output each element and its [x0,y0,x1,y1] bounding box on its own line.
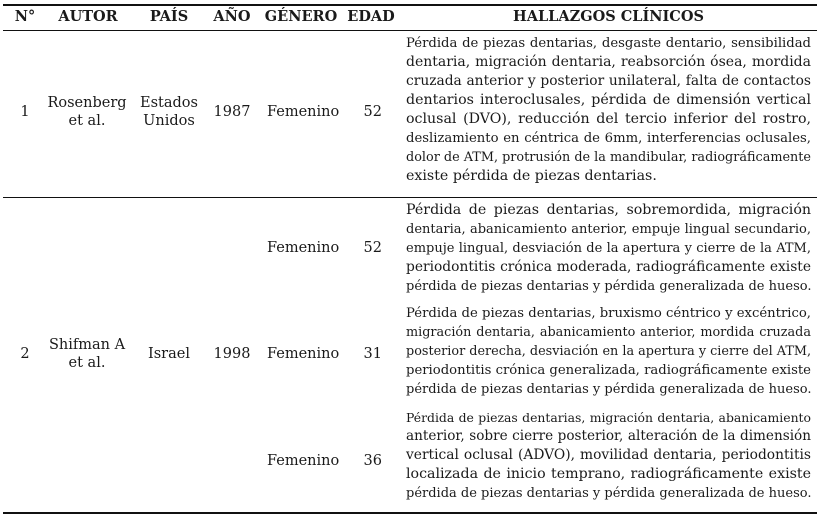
hallazgos-line: anterior, sobre cierre posterior, alteración de la dimensión [406,428,811,444]
cell-hallazgos [406,304,811,399]
hallazgos-line: Pérdida de piezas dentarias, bruxismo céntrico y excéntrico, [406,306,811,321]
hallazgos-line: migración dentaria, abanicamiento anterior, mordida cruzada [406,325,811,340]
hallazgos-line: vertical oclusal (ADVO), movilidad dentaria, periodontitis [406,447,811,463]
cell-genero: Femenino [267,453,340,469]
header-autor: AUTOR [58,8,118,25]
hallazgos-line: localizada de inicio temprano, radiográficamente existe [406,466,811,482]
header-genero: GÉNERO [264,8,338,25]
cell-genero: Femenino [267,104,340,120]
header-edad: EDAD [347,8,395,25]
cell-autor: Shifman A [48,337,126,353]
hallazgos-line: pérdida de piezas dentarias y pérdida generalizada de hueso. [406,279,812,294]
hallazgos-line: dentaria, migración dentaria, reabsorción ósea, mordida [406,54,811,70]
cell-autor: et al. [68,355,106,371]
header-pais: PAÍS [149,8,189,25]
cell-genero: Femenino [267,346,340,362]
hallazgos-line: Pérdida de piezas dentarias, migración dentaria, abanicamiento [406,410,811,425]
header-anio: AÑO [213,8,251,25]
hallazgos-line: pérdida de piezas dentarias y pérdida generalizada de hueso. [406,486,812,501]
hallazgos-line: dolor de ATM, protrusión de la mandibular, radiográficamente [406,150,811,165]
cell-anio: 1987 [213,104,251,120]
cell-autor: et al. [68,113,106,129]
hallazgos-line: cruzada anterior y posterior unilateral, falta de contactos [406,73,811,89]
hallazgos-line: empuje lingual, desviación de la apertura y cierre de la ATM, [406,241,811,256]
header-bottom-rule [3,30,817,31]
cell-edad: 52 [363,104,382,120]
hallazgos-line: oclusal (DVO), reducción del tercio inferior del rostro, [406,111,811,127]
cell-pais: Israel [148,346,190,362]
cell-autor: Rosenberg [47,95,127,111]
cell-genero: Femenino [267,240,340,256]
table-top-rule [3,4,817,6]
table-bottom-rule [3,512,817,514]
header-hallazgos: HALLAZGOS CLÍNICOS [513,8,704,25]
hallazgos-line: periodontitis crónica generalizada, radiográficamente existe [406,363,811,378]
cell-edad: 36 [363,453,382,469]
cell-num: 2 [20,346,30,362]
cell-pais: Unidos [143,113,195,129]
cell-pais: Estados [140,95,198,111]
hallazgos-line: dentaria, abanicamiento anterior, empuje lingual secundario, [406,222,811,237]
hallazgos-line: existe pérdida de piezas dentarias. [406,168,657,184]
cell-anio: 1998 [213,346,251,362]
cell-num: 1 [20,104,30,120]
cell-edad: 31 [363,346,382,362]
hallazgos-line: posterior derecha, desviación en la apertura y cierre del ATM, [406,344,812,359]
cell-hallazgos [406,34,811,186]
hallazgos-line: deslizamiento en céntrica de 6mm, interferencias oclusales, [406,131,811,146]
cell-hallazgos [406,408,811,503]
header-num: N° [14,8,36,25]
hallazgos-line: pérdida de piezas dentarias y pérdida generalizada de hueso. [406,382,812,397]
hallazgos-line: periodontitis crónica moderada, radiográficamente existe [406,259,811,275]
row-separator-rule [3,197,817,198]
hallazgos-line: dentarios interoclusales, pérdida de dimensión vertical [406,92,811,108]
cell-edad: 52 [363,240,382,256]
cell-hallazgos [406,201,811,296]
hallazgos-line: Pérdida de piezas dentarias, sobremordida, migración [406,202,811,218]
hallazgos-line: Pérdida de piezas dentarias, desgaste dentario, sensibilidad [406,36,811,51]
